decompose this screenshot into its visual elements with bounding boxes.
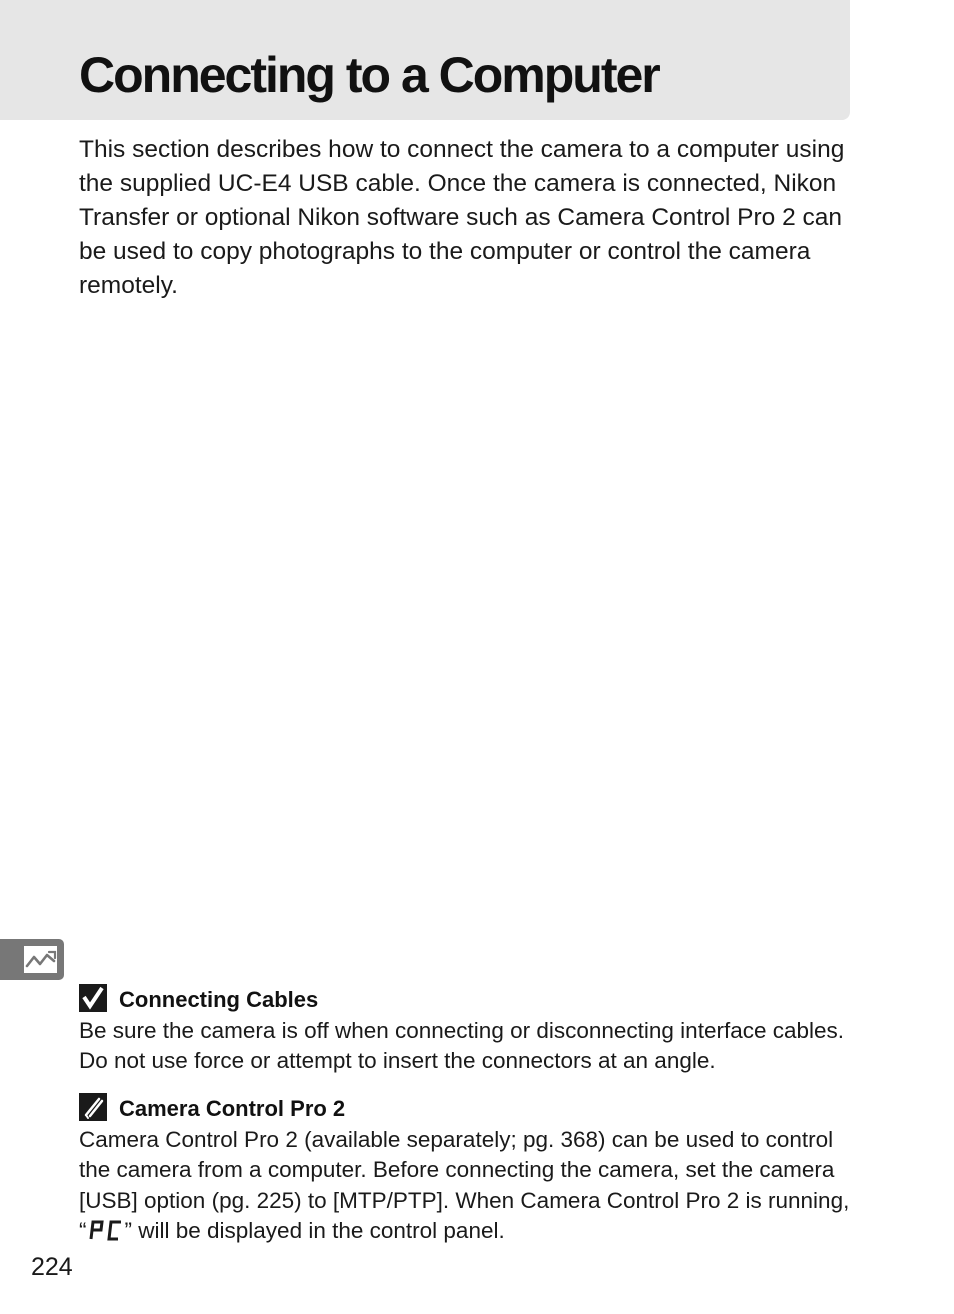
note-header xyxy=(79,984,854,1016)
pc-lcd-glyph xyxy=(87,1219,125,1241)
note-connecting-cables xyxy=(79,984,854,1077)
note-title: Connecting Cables xyxy=(119,987,319,1012)
note-body: Be sure the camera is off when connecting or disconnecting interface cables. Do not use force or attempt to insert the connectors at an angle. xyxy=(79,1018,845,1074)
connection-tab-icon xyxy=(24,946,57,973)
note-body xyxy=(79,1125,854,1246)
checkmark-caution-icon xyxy=(79,984,107,1012)
section-side-tab xyxy=(0,939,64,980)
note-body-start: Camera Control Pro 2 (available separately; pg. 368) can be used to control the camera from a computer. Before connecting the camera, set the camera [USB] option (pg. 225) to [MTP/PTP]. When Camera Control Pro 2 is running, “ xyxy=(79,1127,850,1243)
intro-paragraph: This section describes how to connect the camera to a computer using the supplied UC-E4 USB cable. Once the camera is connected, Nikon Transfer or optional Nikon software such as Camera Control Pro 2 can be used to copy photographs to the computer or control the camera remotely. xyxy=(79,136,845,299)
pencil-note-icon xyxy=(79,1093,107,1121)
page-number: 224 xyxy=(31,1253,73,1281)
note-header xyxy=(79,1093,854,1125)
note-camera-control-pro xyxy=(79,1093,854,1246)
note-body-end: ” will be displayed in the control panel. xyxy=(124,1217,505,1243)
page-title: Connecting to a Computer xyxy=(79,47,659,103)
note-title: Camera Control Pro 2 xyxy=(119,1096,346,1121)
